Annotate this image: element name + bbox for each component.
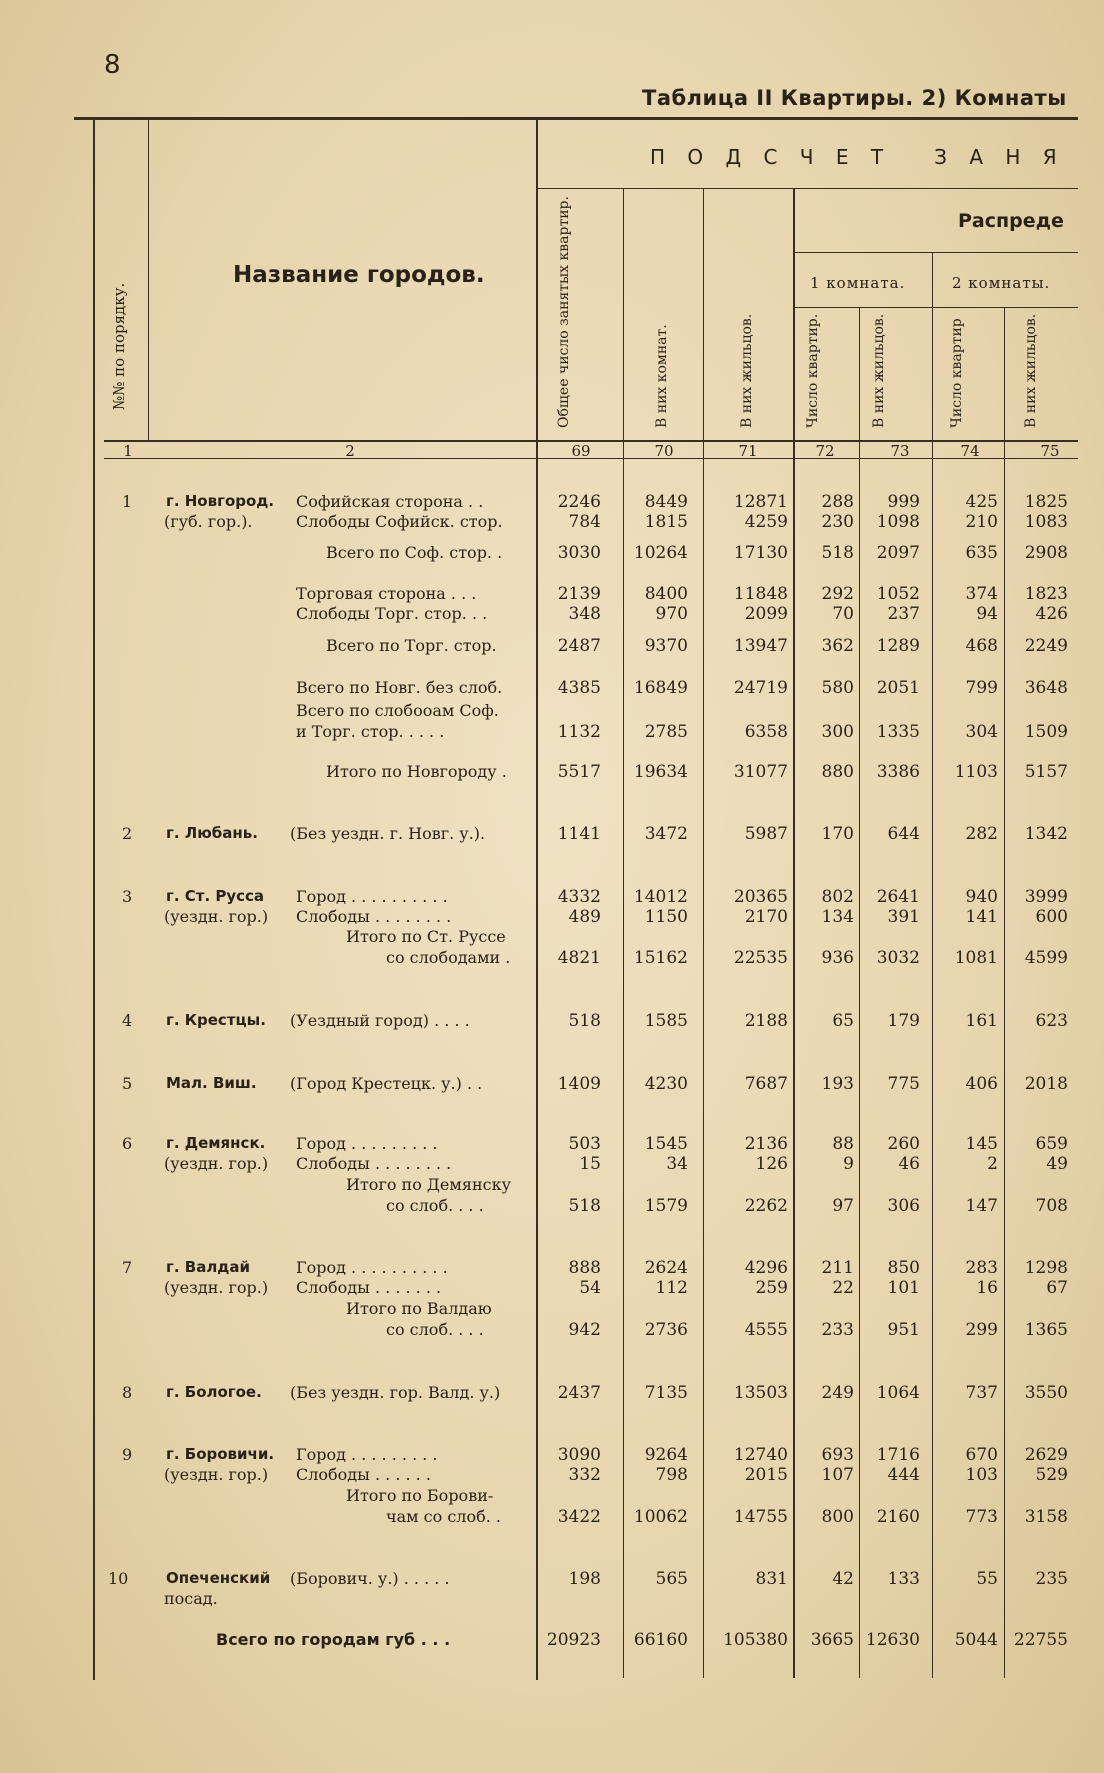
cell-col-72: 42 xyxy=(832,1569,854,1589)
row-description: Софийская сторона . . xyxy=(296,492,484,511)
cell-col-72: 800 xyxy=(821,1507,854,1527)
cell-col-69: 198 xyxy=(568,1569,601,1589)
cell-col-69: 20923 xyxy=(546,1630,601,1650)
cell-col-70: 10264 xyxy=(633,543,688,563)
cell-col-72: 3665 xyxy=(810,1630,854,1650)
row-number: 10 xyxy=(108,1569,129,1588)
cell-col-71: 259 xyxy=(755,1278,788,1298)
cell-col-75: 529 xyxy=(1035,1465,1068,1485)
city-name: г. Боровичи. xyxy=(166,1445,275,1463)
cell-col-71: 2099 xyxy=(744,604,788,624)
cell-col-75: 2908 xyxy=(1024,543,1068,563)
cell-col-73: 3386 xyxy=(876,762,920,782)
cell-col-74: 210 xyxy=(965,512,998,532)
row-description: Итого по Демянску xyxy=(346,1175,511,1194)
city-name: г. Ст. Русса xyxy=(166,887,265,905)
cell-col-71: 2170 xyxy=(744,907,788,927)
cell-col-70: 14012 xyxy=(633,887,688,907)
city-name: г. Новгород. xyxy=(166,492,275,510)
cell-col-72: 193 xyxy=(821,1074,854,1094)
row-description: (Уездный город) . . . . xyxy=(290,1011,470,1030)
cell-col-71: 5987 xyxy=(744,824,788,844)
cell-col-69: 2139 xyxy=(557,584,601,604)
cell-col-73: 1052 xyxy=(876,584,920,604)
row-number: 4 xyxy=(122,1011,133,1030)
cell-col-75: 1365 xyxy=(1024,1320,1068,1340)
cell-col-75: 2249 xyxy=(1024,636,1068,656)
cell-col-72: 300 xyxy=(821,722,854,742)
cell-col-73: 2160 xyxy=(876,1507,920,1527)
cell-col-74: 374 xyxy=(965,584,998,604)
cell-col-70: 565 xyxy=(655,1569,688,1589)
cell-col-75: 3999 xyxy=(1024,887,1068,907)
cell-col-75: 1823 xyxy=(1024,584,1068,604)
row-number: 5 xyxy=(122,1074,133,1093)
cell-col-69: 4332 xyxy=(557,887,601,907)
cell-col-74: 468 xyxy=(965,636,998,656)
cell-col-70: 19634 xyxy=(633,762,688,782)
page-number: 8 xyxy=(104,50,121,80)
cell-col-75: 1342 xyxy=(1024,824,1068,844)
cell-col-72: 288 xyxy=(821,492,854,512)
row-description: Город . . . . . . . . . xyxy=(296,1445,438,1464)
cell-col-71: 4259 xyxy=(744,512,788,532)
cell-col-71: 17130 xyxy=(733,543,788,563)
cell-col-71: 4296 xyxy=(744,1258,788,1278)
cell-col-70: 9370 xyxy=(644,636,688,656)
cell-col-72: 233 xyxy=(821,1320,854,1340)
city-name: г. Любань. xyxy=(166,824,258,842)
cell-col-71: 13947 xyxy=(733,636,788,656)
cell-col-71: 11848 xyxy=(733,584,788,604)
cell-col-72: 230 xyxy=(821,512,854,532)
row-description: Итого по Борови- xyxy=(346,1486,494,1505)
cell-col-74: 1103 xyxy=(954,762,998,782)
row-description-cont: со слоб. . . . xyxy=(386,1320,484,1339)
cell-col-71: 14755 xyxy=(733,1507,788,1527)
cell-col-74: 282 xyxy=(965,824,998,844)
header-res-1: В них жильцов. xyxy=(871,313,887,428)
cell-col-72: 362 xyxy=(821,636,854,656)
row-description: Всего по Новг. без слоб. xyxy=(296,678,503,697)
city-name: г. Бологое. xyxy=(166,1383,262,1401)
header-rooms: В них комнат. xyxy=(654,324,670,428)
cell-col-73: 2641 xyxy=(876,887,920,907)
cell-col-72: 22 xyxy=(832,1278,854,1298)
cell-col-72: 880 xyxy=(821,762,854,782)
row-number: 8 xyxy=(122,1383,133,1402)
header-total-flats: Общее число занятых квартир. xyxy=(556,196,572,428)
cell-col-69: 942 xyxy=(568,1320,601,1340)
column-number-70: 70 xyxy=(654,442,674,460)
cell-col-71: 2015 xyxy=(744,1465,788,1485)
cell-col-74: 283 xyxy=(965,1258,998,1278)
city-status: (уездн. гор.) xyxy=(164,1154,269,1173)
cell-col-73: 3032 xyxy=(876,948,920,968)
row-description: (Без уездн. гор. Валд. у.) xyxy=(290,1383,501,1402)
cell-col-69: 4385 xyxy=(557,678,601,698)
row-description: Всего по Соф. стор. . xyxy=(326,543,503,562)
cell-col-75: 3550 xyxy=(1024,1383,1068,1403)
row-number: 9 xyxy=(122,1445,133,1464)
cell-col-74: 940 xyxy=(965,887,998,907)
cell-col-74: 141 xyxy=(965,907,998,927)
row-description-cont: со слоб. . . . xyxy=(386,1196,484,1215)
header-residents: В них жильцов. xyxy=(739,313,755,428)
cell-col-73: 1716 xyxy=(876,1445,920,1465)
cell-col-72: 107 xyxy=(821,1465,854,1485)
cell-col-74: 147 xyxy=(965,1196,998,1216)
cell-col-73: 46 xyxy=(898,1154,920,1174)
cell-col-70: 7135 xyxy=(644,1383,688,1403)
cell-col-71: 4555 xyxy=(744,1320,788,1340)
cell-col-74: 5044 xyxy=(954,1630,998,1650)
cell-col-72: 170 xyxy=(821,824,854,844)
cell-col-75: 4599 xyxy=(1024,948,1068,968)
cell-col-71: 831 xyxy=(755,1569,788,1589)
cell-col-75: 49 xyxy=(1046,1154,1068,1174)
cell-col-74: 16 xyxy=(976,1278,998,1298)
cell-col-69: 348 xyxy=(568,604,601,624)
cell-col-74: 635 xyxy=(965,543,998,563)
row-description: Всего по городам губ . . . xyxy=(216,1630,451,1649)
header-name-col: Название городов. xyxy=(233,262,485,288)
cell-col-75: 3648 xyxy=(1024,678,1068,698)
cell-col-75: 426 xyxy=(1035,604,1068,624)
cell-col-72: 518 xyxy=(821,543,854,563)
cell-col-71: 12740 xyxy=(733,1445,788,1465)
cell-col-75: 1083 xyxy=(1024,512,1068,532)
header-group-title: П О Д С Ч Е Т З А Н Я xyxy=(650,145,1065,169)
row-description: Торговая сторона . . . xyxy=(296,584,477,603)
cell-col-69: 784 xyxy=(568,512,601,532)
cell-col-70: 2785 xyxy=(644,722,688,742)
cell-col-69: 518 xyxy=(568,1196,601,1216)
cell-col-73: 306 xyxy=(887,1196,920,1216)
cell-col-75: 5157 xyxy=(1024,762,1068,782)
city-name: г. Демянск. xyxy=(166,1134,266,1152)
cell-col-73: 12630 xyxy=(865,1630,920,1650)
cell-col-75: 1509 xyxy=(1024,722,1068,742)
cell-col-74: 406 xyxy=(965,1074,998,1094)
cell-col-75: 708 xyxy=(1035,1196,1068,1216)
cell-col-70: 16849 xyxy=(633,678,688,698)
cell-col-73: 179 xyxy=(887,1011,920,1031)
cell-col-73: 391 xyxy=(887,907,920,927)
cell-col-70: 2624 xyxy=(644,1258,688,1278)
cell-col-69: 503 xyxy=(568,1134,601,1154)
cell-col-75: 1825 xyxy=(1024,492,1068,512)
cell-col-73: 101 xyxy=(887,1278,920,1298)
row-description: Город . . . . . . . . . . xyxy=(296,887,448,906)
cell-col-69: 1141 xyxy=(557,824,601,844)
cell-col-74: 94 xyxy=(976,604,998,624)
cell-col-72: 580 xyxy=(821,678,854,698)
cell-col-74: 670 xyxy=(965,1445,998,1465)
row-number: 1 xyxy=(122,492,133,511)
column-number-71: 71 xyxy=(738,442,758,460)
row-description: (Без уездн. г. Новг. у.). xyxy=(290,824,486,843)
cell-col-74: 145 xyxy=(965,1134,998,1154)
cell-col-73: 2097 xyxy=(876,543,920,563)
header-num-flats-2: Число квартир xyxy=(949,318,965,428)
cell-col-71: 6358 xyxy=(744,722,788,742)
city-name: г. Валдай xyxy=(166,1258,251,1276)
row-description: Слободы Торг. стор. . . xyxy=(296,604,488,623)
column-number-75: 75 xyxy=(1040,442,1060,460)
column-number-1: 1 xyxy=(123,442,133,460)
cell-col-75: 659 xyxy=(1035,1134,1068,1154)
row-description: Слободы . . . . . . . . xyxy=(296,907,452,926)
row-description: Итого по Ст. Руссе xyxy=(346,927,506,946)
cell-col-71: 105380 xyxy=(723,1630,788,1650)
city-name: г. Крестцы. xyxy=(166,1011,266,1029)
cell-col-71: 2188 xyxy=(744,1011,788,1031)
cell-col-70: 9264 xyxy=(644,1445,688,1465)
cell-col-69: 888 xyxy=(568,1258,601,1278)
cell-col-71: 12871 xyxy=(733,492,788,512)
distrib-rule xyxy=(795,252,1078,253)
cell-col-74: 773 xyxy=(965,1507,998,1527)
row-description: Всего по слобоoам Соф. xyxy=(296,701,499,720)
cell-col-70: 798 xyxy=(655,1465,688,1485)
cell-col-70: 34 xyxy=(666,1154,688,1174)
row-description: Слободы . . . . . . xyxy=(296,1465,431,1484)
cell-col-75: 600 xyxy=(1035,907,1068,927)
cell-col-74: 425 xyxy=(965,492,998,512)
row-description: Слободы Софийск. стор. xyxy=(296,512,503,531)
row-description-cont: чам со слоб. . xyxy=(386,1507,501,1526)
cell-col-69: 2487 xyxy=(557,636,601,656)
cell-col-69: 3090 xyxy=(557,1445,601,1465)
header-distrib: Распреде xyxy=(958,210,1064,232)
row-description: Город . . . . . . . . . . xyxy=(296,1258,448,1277)
header-no-col: №№ по порядку. xyxy=(110,282,128,410)
cell-col-70: 8400 xyxy=(644,584,688,604)
cell-col-71: 7687 xyxy=(744,1074,788,1094)
cell-col-72: 70 xyxy=(832,604,854,624)
column-number-74: 74 xyxy=(960,442,980,460)
cell-col-73: 1098 xyxy=(876,512,920,532)
cell-col-70: 2736 xyxy=(644,1320,688,1340)
column-number-72: 72 xyxy=(815,442,835,460)
row-number: 7 xyxy=(122,1258,133,1277)
cell-col-70: 1579 xyxy=(644,1196,688,1216)
cell-col-72: 292 xyxy=(821,584,854,604)
header-one-room: 1 комната. xyxy=(810,274,906,292)
cell-col-73: 644 xyxy=(887,824,920,844)
header-num-flats-1: Число квартир. xyxy=(805,313,821,428)
city-name: Опеченский xyxy=(166,1569,271,1587)
row-description: (Город Крестецк. у.) . . xyxy=(290,1074,483,1093)
row-description: (Борович. у.) . . . . . xyxy=(290,1569,450,1588)
cell-col-69: 3030 xyxy=(557,543,601,563)
cell-col-75: 2629 xyxy=(1024,1445,1068,1465)
cell-col-71: 2136 xyxy=(744,1134,788,1154)
cell-col-73: 1064 xyxy=(876,1383,920,1403)
cell-col-70: 3472 xyxy=(644,824,688,844)
row-number: 3 xyxy=(122,887,133,906)
cell-col-69: 5517 xyxy=(557,762,601,782)
cell-col-70: 15162 xyxy=(633,948,688,968)
cell-col-69: 54 xyxy=(579,1278,601,1298)
cell-col-74: 737 xyxy=(965,1383,998,1403)
row-description-cont: со слободами . xyxy=(386,948,511,967)
cell-col-70: 10062 xyxy=(633,1507,688,1527)
cell-col-70: 1150 xyxy=(644,907,688,927)
cell-col-74: 304 xyxy=(965,722,998,742)
row-description: Итого по Валдаю xyxy=(346,1299,492,1318)
header-res-2: В них жильцов. xyxy=(1023,313,1039,428)
city-name: Мал. Виш. xyxy=(166,1074,257,1092)
running-title: Таблица II Квартиры. 2) Комнаты xyxy=(642,86,1067,110)
cell-col-73: 260 xyxy=(887,1134,920,1154)
cell-col-75: 3158 xyxy=(1024,1507,1068,1527)
cell-col-75: 623 xyxy=(1035,1011,1068,1031)
cell-col-70: 8449 xyxy=(644,492,688,512)
cell-col-74: 1081 xyxy=(954,948,998,968)
cell-col-73: 775 xyxy=(887,1074,920,1094)
header-two-rooms: 2 комнаты. xyxy=(952,274,1051,292)
cell-col-70: 4230 xyxy=(644,1074,688,1094)
cell-col-71: 20365 xyxy=(733,887,788,907)
cell-col-70: 66160 xyxy=(633,1630,688,1650)
cell-col-73: 133 xyxy=(887,1569,920,1589)
cell-col-74: 55 xyxy=(976,1569,998,1589)
col-divider-no xyxy=(148,120,149,440)
cell-col-69: 2437 xyxy=(557,1383,601,1403)
column-number-69: 69 xyxy=(571,442,591,460)
cell-col-74: 161 xyxy=(965,1011,998,1031)
cell-col-73: 1289 xyxy=(876,636,920,656)
cell-col-72: 88 xyxy=(832,1134,854,1154)
cell-col-72: 249 xyxy=(821,1383,854,1403)
cell-col-71: 31077 xyxy=(733,762,788,782)
city-status: (уездн. гор.) xyxy=(164,907,269,926)
subgroup-rule xyxy=(795,307,1078,308)
cell-col-69: 1132 xyxy=(557,722,601,742)
cell-col-69: 332 xyxy=(568,1465,601,1485)
cell-col-72: 693 xyxy=(821,1445,854,1465)
cell-col-75: 1298 xyxy=(1024,1258,1068,1278)
cell-col-71: 13503 xyxy=(733,1383,788,1403)
cell-col-73: 237 xyxy=(887,604,920,624)
cell-col-69: 3422 xyxy=(557,1507,601,1527)
cell-col-70: 1585 xyxy=(644,1011,688,1031)
cell-col-69: 1409 xyxy=(557,1074,601,1094)
city-status: посад. xyxy=(164,1589,218,1608)
cell-col-74: 2 xyxy=(987,1154,998,1174)
cell-col-73: 2051 xyxy=(876,678,920,698)
cell-col-72: 211 xyxy=(821,1258,854,1278)
cell-col-72: 97 xyxy=(832,1196,854,1216)
cell-col-69: 2246 xyxy=(557,492,601,512)
row-number: 6 xyxy=(122,1134,133,1153)
cell-col-75: 2018 xyxy=(1024,1074,1068,1094)
col-divider-70 xyxy=(703,188,704,1678)
cell-col-73: 850 xyxy=(887,1258,920,1278)
cell-col-69: 15 xyxy=(579,1154,601,1174)
cell-col-70: 970 xyxy=(655,604,688,624)
cell-col-71: 24719 xyxy=(733,678,788,698)
cell-col-69: 489 xyxy=(568,907,601,927)
cell-col-73: 999 xyxy=(887,492,920,512)
cell-col-71: 22535 xyxy=(733,948,788,968)
cell-col-73: 444 xyxy=(887,1465,920,1485)
cell-col-72: 9 xyxy=(843,1154,854,1174)
cell-col-69: 518 xyxy=(568,1011,601,1031)
cell-col-70: 1815 xyxy=(644,512,688,532)
city-status: (уездн. гор.) xyxy=(164,1278,269,1297)
cell-col-75: 235 xyxy=(1035,1569,1068,1589)
cell-col-73: 1335 xyxy=(876,722,920,742)
cell-col-69: 4821 xyxy=(557,948,601,968)
cell-col-75: 67 xyxy=(1046,1278,1068,1298)
cell-col-75: 22755 xyxy=(1013,1630,1068,1650)
row-description: Итого по Новгороду . xyxy=(326,762,507,781)
top-rule xyxy=(74,117,1078,120)
city-status: (губ. гор.). xyxy=(164,512,253,531)
cell-col-72: 936 xyxy=(821,948,854,968)
row-description: Город . . . . . . . . . xyxy=(296,1134,438,1153)
cell-col-70: 1545 xyxy=(644,1134,688,1154)
left-border xyxy=(93,120,95,1680)
cell-col-72: 802 xyxy=(821,887,854,907)
column-number-73: 73 xyxy=(890,442,910,460)
cell-col-73: 951 xyxy=(887,1320,920,1340)
cell-col-72: 65 xyxy=(832,1011,854,1031)
cell-col-74: 799 xyxy=(965,678,998,698)
cell-col-72: 134 xyxy=(821,907,854,927)
row-description: Слободы . . . . . . . . xyxy=(296,1154,452,1173)
group-rule xyxy=(538,188,1078,189)
cell-col-71: 2262 xyxy=(744,1196,788,1216)
row-number: 2 xyxy=(122,824,133,843)
row-description: Всего по Торг. стор. xyxy=(326,636,497,655)
cell-col-74: 299 xyxy=(965,1320,998,1340)
row-description-cont: и Торг. стор. . . . . xyxy=(296,722,445,741)
cell-col-74: 103 xyxy=(965,1465,998,1485)
column-number-2: 2 xyxy=(345,442,355,460)
city-status: (уездн. гор.) xyxy=(164,1465,269,1484)
cell-col-70: 112 xyxy=(655,1278,688,1298)
cell-col-71: 126 xyxy=(755,1154,788,1174)
row-description: Слободы . . . . . . . xyxy=(296,1278,442,1297)
